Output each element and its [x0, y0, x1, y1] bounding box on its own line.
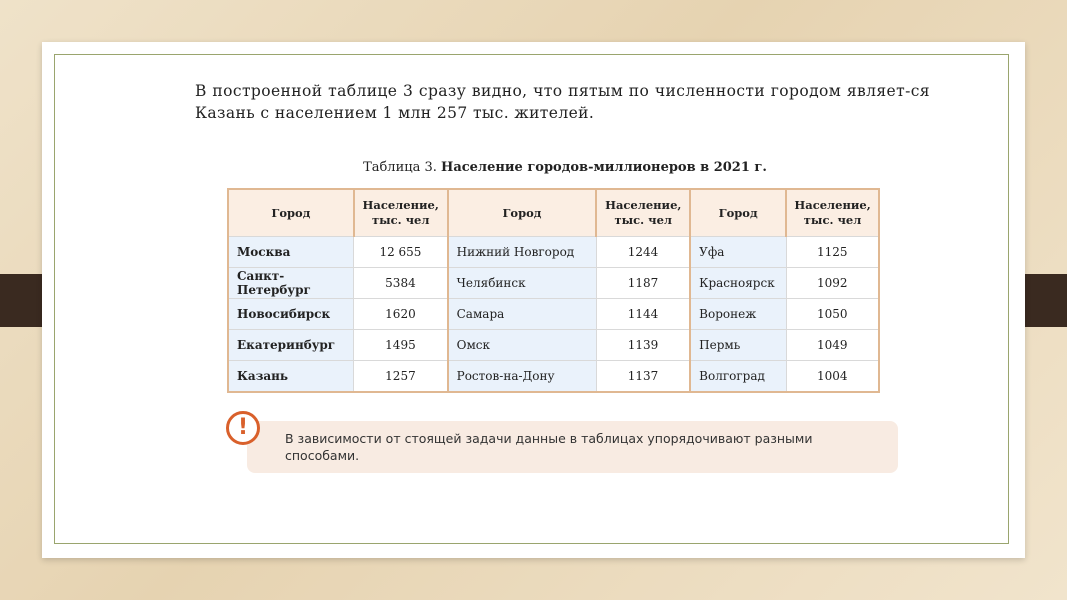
population-cell: 1125 — [786, 237, 879, 268]
header-population: Население, тыс. чел — [786, 189, 879, 237]
header-city: Город — [448, 189, 597, 237]
population-cell: 1187 — [596, 268, 690, 299]
city-cell: Самара — [448, 299, 597, 330]
exclamation-icon: ! — [226, 411, 260, 445]
population-cell: 1139 — [596, 330, 690, 361]
city-cell: Пермь — [690, 330, 786, 361]
city-cell: Новосибирск — [228, 299, 354, 330]
city-cell: Челябинск — [448, 268, 597, 299]
population-cell: 1495 — [354, 330, 448, 361]
population-table — [227, 188, 880, 393]
city-cell: Воронеж — [690, 299, 786, 330]
population-cell: 1004 — [786, 361, 879, 393]
table-header-row — [228, 189, 879, 237]
city-cell: Казань — [228, 361, 354, 393]
population-cell: 1049 — [786, 330, 879, 361]
population-cell: 1144 — [596, 299, 690, 330]
city-cell: Екатеринбург — [228, 330, 354, 361]
population-cell: 1244 — [596, 237, 690, 268]
population-cell: 1137 — [596, 361, 690, 393]
city-cell: Волгоград — [690, 361, 786, 393]
city-cell: Уфа — [690, 237, 786, 268]
population-cell: 1620 — [354, 299, 448, 330]
header-population: Население, тыс. чел — [354, 189, 448, 237]
population-cell: 1257 — [354, 361, 448, 393]
population-cell: 1092 — [786, 268, 879, 299]
table-row — [228, 237, 879, 268]
header-city: Город — [228, 189, 354, 237]
header-population: Население, тыс. чел — [596, 189, 690, 237]
city-cell: Москва — [228, 237, 354, 268]
table-row — [228, 361, 879, 393]
note-text: В зависимости от стоящей задачи данные в таблицах упорядочивают разными способами. — [285, 431, 813, 463]
caption-title: Население городов-миллионеров в 2021 г. — [441, 160, 767, 175]
population-cell: 12 655 — [354, 237, 448, 268]
intro-paragraph: В построенной таблице 3 сразу видно, что пятым по численности городом являет-ся Казань с населением 1 млн 257 тыс. жителей. — [195, 82, 930, 122]
table-caption — [195, 160, 935, 175]
header-city: Город — [690, 189, 786, 237]
table-row — [228, 299, 879, 330]
population-cell: 1050 — [786, 299, 879, 330]
population-cell: 5384 — [354, 268, 448, 299]
caption-prefix: Таблица 3. — [363, 160, 437, 175]
city-cell: Нижний Новгород — [448, 237, 597, 268]
city-cell: Санкт-Петербург — [228, 268, 354, 299]
city-cell: Омск — [448, 330, 597, 361]
table-row — [228, 268, 879, 299]
city-cell: Красноярск — [690, 268, 786, 299]
table-row — [228, 330, 879, 361]
city-cell: Ростов-на-Дону — [448, 361, 597, 393]
